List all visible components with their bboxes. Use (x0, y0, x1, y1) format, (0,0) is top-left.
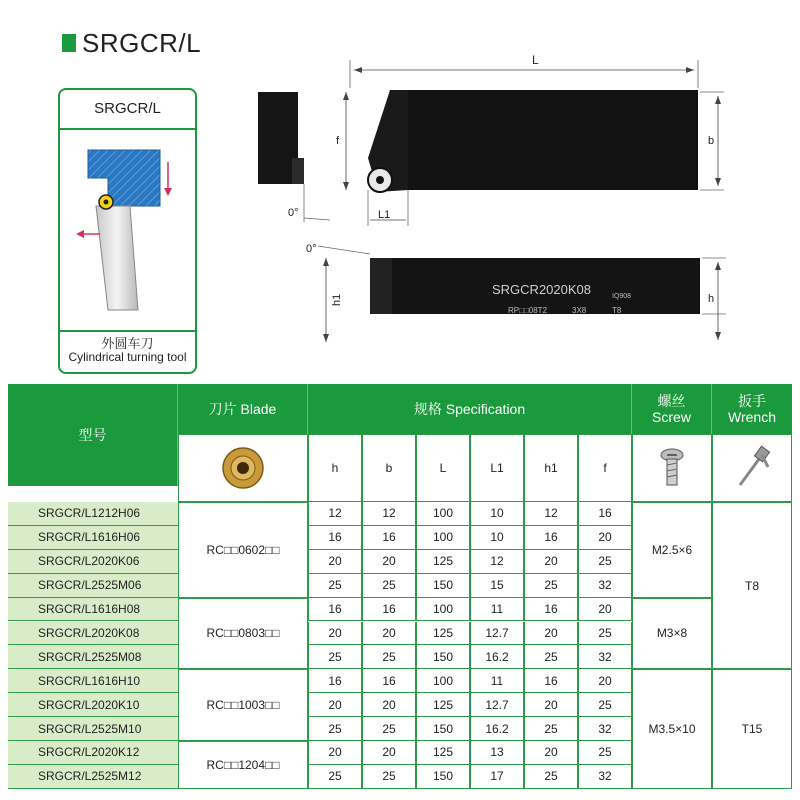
table-cell-h1: 20 (524, 622, 578, 646)
wrench-cell: T8 (712, 502, 792, 669)
table-cell-f: 20 (578, 526, 632, 550)
table-cell-f: 16 (578, 502, 632, 526)
title-marker (62, 34, 76, 52)
table-cell-l: 100 (416, 502, 470, 526)
table-cell-l1: 12.7 (470, 622, 524, 646)
header-wrench: 扳手 Wrench (712, 384, 792, 434)
table-cell-h: 25 (308, 645, 362, 669)
blade-image-cell (178, 434, 308, 502)
table-cell-l1: 17 (470, 765, 524, 789)
table-cell-h1: 16 (524, 598, 578, 622)
blade-cell: RC□□1204□□ (178, 741, 308, 789)
table-cell-l1: 12.7 (470, 693, 524, 717)
specification-table (8, 384, 792, 789)
screw-image-cell (632, 434, 712, 502)
column-header-l: L (416, 434, 470, 502)
table-cell-l: 100 (416, 669, 470, 693)
table-row-model: SRGCR/L2525M12 (8, 765, 178, 789)
table-cell-l: 125 (416, 622, 470, 646)
table-row-model: SRGCR/L2020K10 (8, 693, 178, 717)
angle-label-top: 0° (288, 207, 299, 219)
workpiece (88, 150, 160, 206)
table-cell-h: 20 (308, 741, 362, 765)
table-cell-l: 125 (416, 741, 470, 765)
screw-cell: M2.5×6 (632, 502, 712, 598)
table-cell-b: 25 (362, 765, 416, 789)
header-model: 型号 (8, 384, 178, 486)
table-cell-l: 100 (416, 526, 470, 550)
table-cell-b: 20 (362, 693, 416, 717)
table-cell-l: 125 (416, 550, 470, 574)
table-cell-l1: 10 (470, 502, 524, 526)
table-cell-f: 25 (578, 622, 632, 646)
table-cell-h1: 16 (524, 669, 578, 693)
table-cell-h: 16 (308, 669, 362, 693)
table-cell-h1: 16 (524, 526, 578, 550)
table-cell-f: 20 (578, 598, 632, 622)
table-cell-b: 20 (362, 622, 416, 646)
table-cell-f: 32 (578, 645, 632, 669)
table-cell-f: 32 (578, 765, 632, 789)
table-cell-b: 16 (362, 526, 416, 550)
tool-shank (96, 206, 138, 310)
table-cell-h1: 25 (524, 717, 578, 741)
table-cell-h1: 20 (524, 741, 578, 765)
wrench-image-cell (712, 434, 792, 502)
tool-insert-marking: RP□□08T2 (508, 306, 548, 315)
dim-h-label: h (708, 293, 715, 305)
table-cell-h1: 25 (524, 645, 578, 669)
table-cell-f: 25 (578, 693, 632, 717)
divider (60, 330, 195, 332)
diagram-label: SRGCR/L (94, 100, 161, 117)
table-cell-b: 25 (362, 717, 416, 741)
screw-cell: M3.5×10 (632, 669, 712, 789)
technical-drawing (230, 40, 740, 360)
table-cell-f: 20 (578, 669, 632, 693)
table-cell-l1: 11 (470, 669, 524, 693)
table-row-model: SRGCR/L1212H06 (8, 502, 178, 526)
direction-arrow-icon (76, 230, 84, 238)
table-cell-h: 25 (308, 717, 362, 741)
table-cell-l1: 16.2 (470, 717, 524, 741)
dim-L-label: L (532, 53, 539, 67)
table-cell-f: 25 (578, 550, 632, 574)
table-cell-h: 20 (308, 693, 362, 717)
header-spec: 规格 Specification (308, 384, 632, 434)
screw-cell: M3×8 (632, 598, 712, 670)
page-title: SRGCR/L (82, 28, 202, 58)
blade-cell: RC□□0602□□ (178, 502, 308, 598)
tool-screw-marking: 3X8 (572, 306, 587, 315)
screw-icon (657, 447, 687, 489)
table-row-model: SRGCR/L1616H10 (8, 669, 178, 693)
tool-top-view (376, 90, 698, 190)
blade-cell: RC□□1003□□ (178, 669, 308, 741)
blade-cell: RC□□0803□□ (178, 598, 308, 670)
table-cell-h1: 20 (524, 693, 578, 717)
table-cell-h: 16 (308, 526, 362, 550)
angle-label-side: 0° (306, 243, 317, 255)
table-cell-l1: 11 (470, 598, 524, 622)
diagram-caption-chinese: 外圆车刀 (101, 336, 154, 351)
table-cell-h: 20 (308, 622, 362, 646)
table-cell-l1: 16.2 (470, 645, 524, 669)
tool-marking: SRGCR2020K08 (492, 282, 591, 297)
turning-operation-illustration (60, 130, 195, 330)
table-row-model: SRGCR/L1616H08 (8, 598, 178, 622)
table-cell-h1: 12 (524, 502, 578, 526)
table-cell-b: 16 (362, 598, 416, 622)
dim-f-label: f (336, 135, 340, 147)
column-header-b: b (362, 434, 416, 502)
table-row-model: SRGCR/L1616H06 (8, 526, 178, 550)
tool-code: IQ908 (612, 293, 632, 300)
table-cell-b: 20 (362, 550, 416, 574)
dim-b-label: b (708, 135, 715, 147)
table-cell-l1: 10 (470, 526, 524, 550)
table-cell-l: 150 (416, 574, 470, 598)
table-cell-l: 125 (416, 693, 470, 717)
column-header-f: f (578, 434, 632, 502)
table-cell-l1: 12 (470, 550, 524, 574)
operation-diagram-panel (58, 88, 197, 374)
table-row-model: SRGCR/L2525M06 (8, 574, 178, 598)
table-row-model: SRGCR/L2020K12 (8, 741, 178, 765)
table-cell-b: 16 (362, 669, 416, 693)
table-cell-h1: 25 (524, 765, 578, 789)
table-row-model: SRGCR/L2020K06 (8, 550, 178, 574)
table-cell-h: 25 (308, 574, 362, 598)
table-cell-f: 32 (578, 574, 632, 598)
table-cell-l: 150 (416, 717, 470, 741)
table-cell-h1: 25 (524, 574, 578, 598)
table-cell-h: 20 (308, 550, 362, 574)
column-header-l1: L1 (470, 434, 524, 502)
table-cell-l: 150 (416, 765, 470, 789)
table-cell-f: 32 (578, 717, 632, 741)
table-row-model: SRGCR/L2020K08 (8, 622, 178, 646)
dim-h1-label: h1 (331, 293, 343, 306)
wrench-cell: T15 (712, 669, 792, 789)
dim-L1-label: L1 (378, 209, 391, 221)
table-cell-h: 25 (308, 765, 362, 789)
table-cell-l: 100 (416, 598, 470, 622)
table-cell-l1: 13 (470, 741, 524, 765)
table-cell-h: 12 (308, 502, 362, 526)
header-blade: 刀片 Blade (178, 384, 308, 434)
column-header-h: h (308, 434, 362, 502)
table-row-model: SRGCR/L2525M10 (8, 717, 178, 741)
table-cell-l: 150 (416, 645, 470, 669)
wrench-icon (732, 445, 772, 491)
header-screw: 螺丝 Screw (632, 384, 712, 434)
column-header-h1: h1 (524, 434, 578, 502)
insert-icon (220, 445, 266, 491)
table-cell-l1: 15 (470, 574, 524, 598)
table-cell-b: 25 (362, 574, 416, 598)
table-cell-b: 25 (362, 645, 416, 669)
table-cell-h1: 20 (524, 550, 578, 574)
table-row-model: SRGCR/L2525M08 (8, 645, 178, 669)
table-cell-f: 25 (578, 741, 632, 765)
feed-arrow-icon (164, 188, 172, 196)
table-cell-b: 20 (362, 741, 416, 765)
table-cell-b: 12 (362, 502, 416, 526)
tool-wrench-marking: T8 (612, 306, 622, 315)
diagram-caption-english: Cylindrical turning tool (68, 350, 187, 364)
table-cell-h: 16 (308, 598, 362, 622)
